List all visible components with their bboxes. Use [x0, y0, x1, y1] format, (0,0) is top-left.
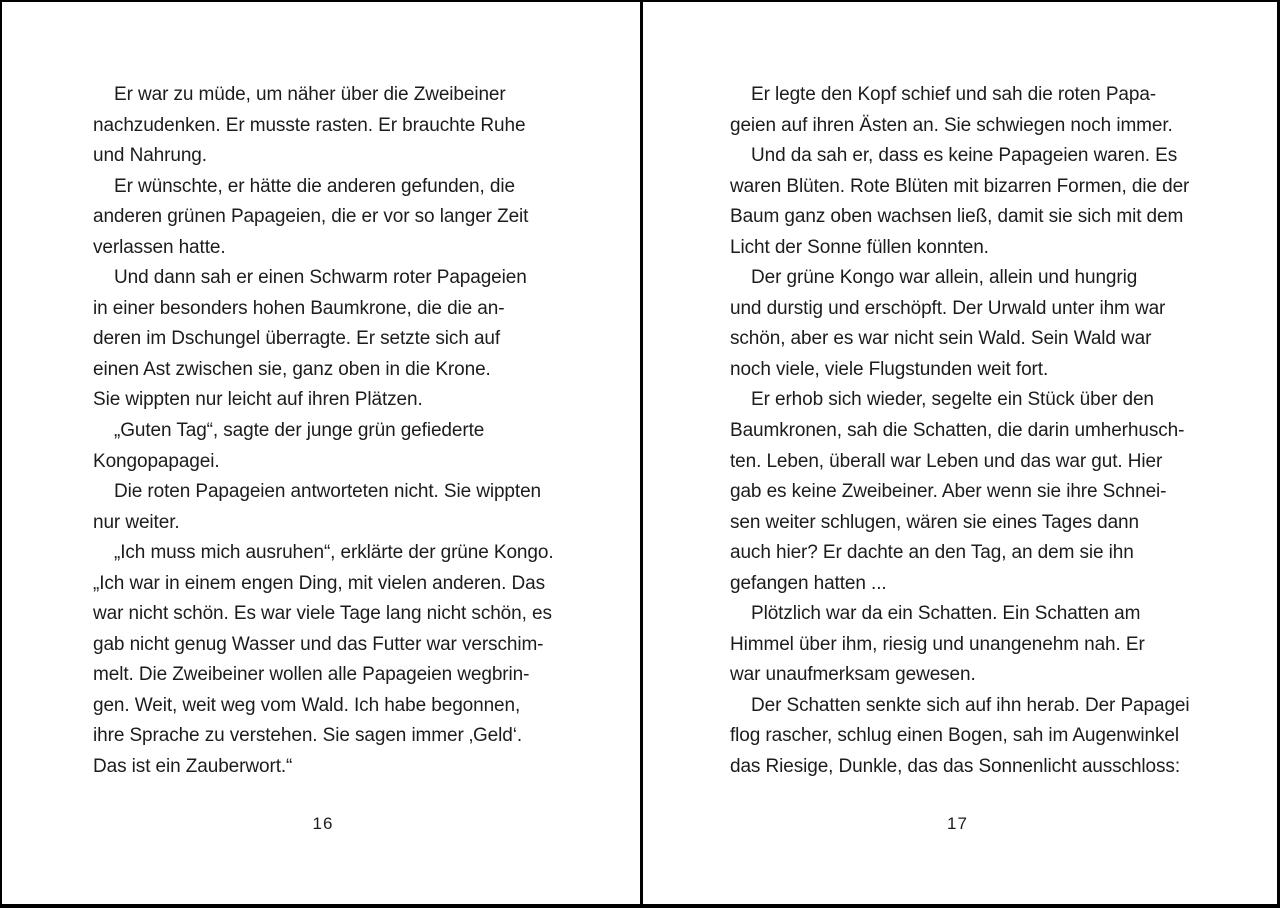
right-page-number: 17	[947, 814, 968, 833]
text-line: Er war zu müde, um näher über die Zweibeiner	[114, 84, 506, 105]
text-line: war unaufmerksam gewesen.	[730, 664, 976, 686]
text-line: Die roten Papageien antworteten nicht. Sie wippten	[114, 481, 541, 503]
text-line: nur weiter.	[93, 511, 180, 533]
text-line: verlassen hatte.	[93, 236, 226, 258]
text-line: und durstig und erschöpft. Der Urwald unter ihm war	[730, 297, 1166, 319]
text-line: nachzudenken. Er musste rasten. Er brauchte Ruhe	[93, 114, 526, 136]
text-line: Kongopapagei.	[93, 450, 220, 472]
text-line: Der Schatten senkte sich auf ihn herab. Der Papagei	[751, 694, 1190, 716]
text-line: Licht der Sonne füllen konnten.	[730, 236, 989, 258]
text-line: das Riesige, Dunkle, das das Sonnenlicht ausschloss:	[730, 756, 1181, 778]
text-line: waren Blüten. Rote Blüten mit bizarren Formen, die der	[730, 175, 1190, 197]
text-line: ten. Leben, überall war Leben und das war gut. Hier	[730, 450, 1163, 472]
text-line: Sie wippten nur leicht auf ihren Plätzen.	[93, 389, 423, 411]
text-line: flog rascher, schlug einen Bogen, sah im Augenwinkel	[730, 725, 1179, 747]
text-line: gab nicht genug Wasser und das Futter war verschim-	[93, 633, 544, 655]
text-line: gab es keine Zweibeiner. Aber wenn sie ihre Schnei-	[730, 481, 1167, 503]
text-line: gen. Weit, weit weg vom Wald. Ich habe begonnen,	[93, 694, 521, 716]
text-line: geien auf ihren Ästen an. Sie schwiegen noch immer.	[730, 114, 1173, 136]
text-line: Das ist ein Zauberwort.“	[93, 756, 293, 778]
text-line: war nicht schön. Es war viele Tage lang nicht schön, es	[93, 603, 552, 625]
text-line: „Guten Tag“, sagte der junge grün gefiederte	[114, 420, 485, 442]
text-line: Er erhob sich wieder, segelte ein Stück über den	[751, 389, 1154, 411]
left-page-number: 16	[312, 814, 334, 833]
text-line: „Ich war in einem engen Ding, mit vielen anderen. Das	[93, 572, 545, 594]
text-line: deren im Dschungel überragte. Er setzte sich auf	[93, 328, 501, 350]
text-line: gefangen hatten ...	[730, 572, 887, 594]
right-page-text-block	[730, 80, 1190, 783]
text-line: Himmel über ihm, riesig und unangenehm nah. Er	[730, 633, 1145, 655]
text-line: Und dann sah er einen Schwarm roter Papageien	[114, 267, 527, 289]
text-line: anderen grünen Papageien, die er vor so langer Zeit	[93, 206, 529, 228]
right-page	[643, 0, 1277, 908]
text-line: Baum ganz oben wachsen ließ, damit sie sich mit dem	[730, 206, 1184, 228]
text-line: auch hier? Er dachte an den Tag, an dem sie ihn	[730, 542, 1134, 564]
text-line: einen Ast zwischen sie, ganz oben in die Krone.	[93, 358, 491, 380]
text-line: Der grüne Kongo war allein, allein und hungrig	[751, 267, 1138, 289]
text-line: in einer besonders hohen Baumkrone, die die an-	[93, 297, 505, 319]
text-line: Plötzlich war da ein Schatten. Ein Schatten am	[751, 603, 1141, 625]
text-line: Und da sah er, dass es keine Papageien waren. Es	[751, 145, 1178, 167]
text-line: schön, aber es war nicht sein Wald. Sein Wald war	[730, 328, 1152, 350]
text-line: „Ich muss mich ausruhen“, erklärte der grüne Kongo.	[114, 542, 554, 564]
left-page-text-block	[93, 80, 558, 783]
text-line: ihre Sprache zu verstehen. Sie sagen immer ‚Geld‘.	[93, 725, 523, 747]
spine-divider	[640, 0, 643, 908]
text-line: Er wünschte, er hätte die anderen gefunden, die	[114, 175, 515, 197]
text-line: Baumkronen, sah die Schatten, die darin umherhusch-	[730, 420, 1185, 442]
text-line: melt. Die Zweibeiner wollen alle Papageien wegbrin-	[93, 664, 530, 686]
text-line: sen weiter schlugen, wären sie eines Tages dann	[730, 511, 1139, 533]
text-line: noch viele, viele Flugstunden weit fort.	[730, 358, 1049, 380]
text-line: und Nahrung.	[93, 145, 207, 167]
text-line: Er legte den Kopf schief und sah die roten Papa-	[751, 84, 1157, 105]
